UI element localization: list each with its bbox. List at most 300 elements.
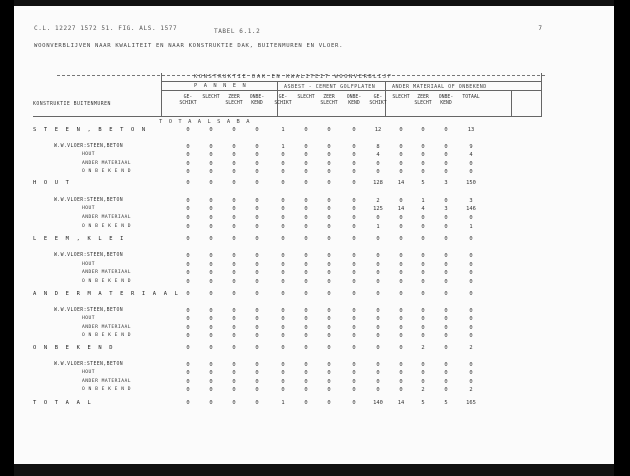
table-cell: 0 — [399, 215, 403, 221]
row-label: ANDER MATERIAAL — [82, 161, 131, 166]
table-cell: 0 — [376, 325, 380, 331]
table-cell: 0 — [352, 206, 356, 212]
table-cell: 0 — [421, 379, 425, 385]
table-cell: 0 — [444, 144, 448, 150]
table-cell: 0 — [232, 236, 236, 242]
table-cell: 0 — [209, 270, 213, 276]
table-cell: 0 — [232, 316, 236, 322]
table-cell: 0 — [327, 224, 331, 230]
table-cell: 0 — [469, 215, 473, 221]
table-cell: 0 — [376, 333, 380, 339]
row-label: W.W.VLOER:STEEN,BETON — [54, 198, 124, 203]
table-cell: 0 — [352, 316, 356, 322]
table-cell: 0 — [186, 152, 190, 158]
table-cell: 0 — [281, 236, 285, 242]
table-cell: 0 — [255, 362, 259, 368]
table-cell: 0 — [186, 262, 190, 268]
table-cell: 4 — [376, 152, 380, 158]
table-cell: 14 — [397, 206, 405, 212]
table-cell: 0 — [304, 215, 308, 221]
table-cell: 0 — [352, 161, 356, 167]
table-cell: 140 — [373, 400, 383, 406]
table-cell: 0 — [304, 236, 308, 242]
table-cell: 0 — [327, 152, 331, 158]
scan-border-left — [0, 0, 14, 476]
table-cell: 0 — [352, 152, 356, 158]
table-cell: 0 — [186, 316, 190, 322]
table-cell: 0 — [399, 127, 403, 133]
table-cell: 0 — [281, 270, 285, 276]
table-cell: 0 — [421, 325, 425, 331]
table-cell: 0 — [232, 206, 236, 212]
row-label: O N B E K E N D — [82, 333, 131, 338]
table-cell: 0 — [421, 127, 425, 133]
header-rule-span — [161, 81, 541, 82]
row-label: ANDER MATERIAAL — [82, 270, 131, 275]
table-cell: 0 — [232, 262, 236, 268]
column-header: ZEER SLECHT — [320, 95, 338, 106]
table-cell: 0 — [232, 308, 236, 314]
table-cell: 0 — [469, 236, 473, 242]
table-cell: 0 — [304, 308, 308, 314]
table-cell: 0 — [352, 333, 356, 339]
table-cell: 0 — [327, 206, 331, 212]
table-cell: 14 — [397, 180, 405, 186]
table-cell: 12 — [374, 127, 382, 133]
column-header: GE- SCHIKT — [369, 95, 387, 106]
table-cell: 0 — [186, 362, 190, 368]
table-cell: 0 — [255, 224, 259, 230]
table-cell: 2 — [421, 387, 425, 393]
table-cell: 0 — [304, 362, 308, 368]
column-header: ONBE- KEND — [346, 95, 362, 106]
table-cell: 0 — [255, 345, 259, 351]
row-label: O N B E K E N D — [82, 224, 131, 229]
table-cell: 0 — [209, 387, 213, 393]
row-label: HOUT — [82, 316, 96, 321]
table-cell: 0 — [209, 169, 213, 175]
table-cell: 0 — [255, 198, 259, 204]
table-cell: 0 — [232, 144, 236, 150]
table-cell: 0 — [352, 308, 356, 314]
group-header-ander: ANDER MATERIAAL OF ONBEKEND — [392, 84, 487, 90]
row-label: HOUT — [82, 262, 96, 267]
table-cell: 0 — [376, 291, 380, 297]
table-cell: 0 — [186, 180, 190, 186]
table-cell: 0 — [469, 333, 473, 339]
table-cell: 0 — [352, 379, 356, 385]
table-cell: 0 — [304, 270, 308, 276]
table-cell: 0 — [327, 291, 331, 297]
table-cell: 0 — [444, 345, 448, 351]
table-cell: 0 — [327, 236, 331, 242]
table-cell: 0 — [186, 224, 190, 230]
table-cell: 0 — [232, 291, 236, 297]
row-label: A N D E R M A T E R I A A L — [33, 291, 181, 297]
table-cell: 0 — [186, 400, 190, 406]
table-cell: 0 — [209, 253, 213, 259]
row-label: W.W.VLOER:STEEN,BETON — [54, 362, 124, 367]
table-cell: 0 — [209, 152, 213, 158]
body-left-rule — [33, 116, 161, 117]
table-cell: 0 — [186, 270, 190, 276]
table-cell: 0 — [444, 333, 448, 339]
table-cell: 0 — [186, 206, 190, 212]
row-label: O N B E K E N D — [82, 387, 131, 392]
table-cell: 0 — [376, 370, 380, 376]
table-cell: 0 — [304, 224, 308, 230]
table-cell: 0 — [304, 387, 308, 393]
corner-label: KONSTRUKTIE BUITENMUREN — [33, 102, 111, 107]
column-header: SLECHT — [202, 95, 220, 100]
row-label: S T E E N , B E T O N — [33, 127, 148, 133]
table-cell: 5 — [421, 400, 425, 406]
table-cell: 0 — [327, 262, 331, 268]
row-label: W.W.VLOER:STEEN,BETON — [54, 308, 124, 313]
table-cell: 0 — [469, 253, 473, 259]
table-cell: 0 — [376, 253, 380, 259]
table-cell: 0 — [421, 291, 425, 297]
table-cell: 0 — [186, 325, 190, 331]
table-cell: 0 — [399, 236, 403, 242]
table-cell: 0 — [421, 279, 425, 285]
table-cell: 0 — [304, 180, 308, 186]
table-cell: 0 — [352, 362, 356, 368]
table-cell: 0 — [327, 345, 331, 351]
table-cell: 2 — [421, 345, 425, 351]
table-cell: 0 — [255, 253, 259, 259]
table-cell: 0 — [209, 325, 213, 331]
table-cell: 0 — [209, 400, 213, 406]
table-cell: 0 — [255, 144, 259, 150]
table-cell: 0 — [186, 333, 190, 339]
table-cell: 0 — [304, 206, 308, 212]
table-cell: 0 — [327, 400, 331, 406]
table-cell: 0 — [399, 224, 403, 230]
table-subtitle: WOONVERBLIJVEN NAAR KWALITEIT EN NAAR KONSTRUKTIE DAK, BUITENMUREN EN VLOER. — [34, 43, 344, 49]
table-cell: 0 — [376, 279, 380, 285]
table-cell: 0 — [255, 262, 259, 268]
table-cell: 0 — [186, 144, 190, 150]
table-cell: 165 — [466, 400, 476, 406]
row-label: L E E M , K L E I — [33, 236, 126, 242]
table-cell: 0 — [209, 144, 213, 150]
table-cell: 0 — [304, 345, 308, 351]
table-cell: 0 — [399, 308, 403, 314]
table-cell: 0 — [304, 291, 308, 297]
table-cell: 0 — [444, 161, 448, 167]
table-cell: 0 — [209, 127, 213, 133]
table-cell: 0 — [186, 127, 190, 133]
table-cell: 9 — [469, 144, 473, 150]
table-cell: 0 — [232, 215, 236, 221]
table-cell: 0 — [399, 144, 403, 150]
table-cell: 0 — [421, 161, 425, 167]
row-label: ANDER MATERIAAL — [82, 215, 131, 220]
table-cell: 0 — [186, 308, 190, 314]
table-cell: 0 — [255, 270, 259, 276]
table-cell: 0 — [255, 206, 259, 212]
table-cell: 0 — [304, 253, 308, 259]
table-cell: 0 — [304, 316, 308, 322]
table-cell: 0 — [232, 270, 236, 276]
table-cell: 0 — [444, 279, 448, 285]
table-cell: 8 — [376, 144, 380, 150]
table-cell: 0 — [352, 198, 356, 204]
table-cell: 0 — [281, 345, 285, 351]
table-cell: 0 — [186, 253, 190, 259]
table-cell: 0 — [444, 387, 448, 393]
table-cell: 0 — [304, 325, 308, 331]
row-label: W.W.VLOER:STEEN,BETON — [54, 253, 124, 258]
table-cell: 0 — [376, 316, 380, 322]
table-cell: 0 — [209, 180, 213, 186]
table-cell: 0 — [399, 262, 403, 268]
table-cell: 0 — [186, 236, 190, 242]
table-cell: 0 — [352, 325, 356, 331]
table-cell: 0 — [281, 279, 285, 285]
table-cell: 0 — [186, 215, 190, 221]
page-number: 7 — [538, 25, 542, 32]
table-cell: 0 — [255, 370, 259, 376]
table-cell: 0 — [352, 180, 356, 186]
table-cell: 0 — [327, 127, 331, 133]
row-label: HOUT — [82, 370, 96, 375]
table-cell: 0 — [186, 387, 190, 393]
table-cell: 0 — [186, 161, 190, 167]
header-code-line: C.L. 12227 1572 51. FIG. ALS. 1577 — [34, 25, 178, 32]
table-cell: 0 — [444, 270, 448, 276]
table-cell: 0 — [209, 379, 213, 385]
table-cell: 0 — [352, 387, 356, 393]
table-cell: 0 — [352, 253, 356, 259]
table-cell: 0 — [399, 370, 403, 376]
table-cell: 0 — [444, 316, 448, 322]
table-cell: 0 — [444, 308, 448, 314]
row-label: W.W.VLOER:STEEN,BETON — [54, 144, 124, 149]
table-cell: 1 — [469, 224, 473, 230]
table-cell: 0 — [444, 291, 448, 297]
table-cell: 0 — [232, 152, 236, 158]
table-cell: 0 — [327, 362, 331, 368]
table-cell: 0 — [352, 215, 356, 221]
table-cell: 0 — [255, 180, 259, 186]
table-cell: 0 — [421, 169, 425, 175]
table-cell: 0 — [444, 224, 448, 230]
table-cell: 0 — [327, 387, 331, 393]
table-cell: 0 — [399, 345, 403, 351]
table-cell: 0 — [469, 379, 473, 385]
table-cell: 0 — [232, 198, 236, 204]
table-cell: 0 — [469, 291, 473, 297]
table-cell: 0 — [444, 370, 448, 376]
table-cell: 0 — [281, 316, 285, 322]
table-cell: 0 — [209, 362, 213, 368]
table-cell: 0 — [281, 152, 285, 158]
table-cell: 0 — [281, 161, 285, 167]
table-cell: 0 — [376, 270, 380, 276]
table-cell: 1 — [281, 144, 285, 150]
table-cell: 0 — [255, 333, 259, 339]
table-cell: 0 — [444, 253, 448, 259]
table-cell: 0 — [209, 345, 213, 351]
table-cell: 0 — [376, 345, 380, 351]
scan-border-right — [614, 0, 630, 476]
table-cell: 0 — [232, 333, 236, 339]
table-cell: 0 — [209, 333, 213, 339]
table-cell: 0 — [255, 169, 259, 175]
table-cell: 3 — [444, 180, 448, 186]
table-cell: 4 — [421, 206, 425, 212]
table-cell: 0 — [232, 279, 236, 285]
table-cell: 0 — [352, 127, 356, 133]
table-cell: 0 — [186, 379, 190, 385]
table-cell: 0 — [469, 325, 473, 331]
table-cell: 0 — [255, 379, 259, 385]
group-header-asbest: ASBEST - CEMENT GOLFPLATEN — [284, 84, 376, 90]
table-cell: 0 — [327, 370, 331, 376]
table-cell: 0 — [376, 262, 380, 268]
table-cell: 0 — [232, 370, 236, 376]
row-label: HOUT — [82, 152, 96, 157]
table-cell: 0 — [281, 224, 285, 230]
table-cell: 0 — [304, 169, 308, 175]
table-cell: 0 — [352, 345, 356, 351]
table-cell: 0 — [399, 291, 403, 297]
table-cell: 0 — [376, 215, 380, 221]
row-label: O N B E K E N D — [82, 169, 131, 174]
table-cell: 0 — [399, 362, 403, 368]
table-cell: 0 — [399, 253, 403, 259]
table-cell: 125 — [373, 206, 383, 212]
table-cell: 0 — [352, 169, 356, 175]
table-cell: 0 — [376, 387, 380, 393]
header-left-border — [161, 73, 162, 117]
table-cell: 0 — [304, 400, 308, 406]
table-cell: 0 — [399, 279, 403, 285]
table-cell: 0 — [352, 370, 356, 376]
table-cell: 0 — [421, 236, 425, 242]
table-cell: 0 — [399, 161, 403, 167]
table-cell: 0 — [281, 379, 285, 385]
table-cell: 0 — [444, 198, 448, 204]
table-cell: 0 — [352, 291, 356, 297]
table-cell: 0 — [444, 169, 448, 175]
table-cell: 0 — [444, 325, 448, 331]
header-rule-groups — [161, 90, 541, 91]
table-cell: 0 — [421, 215, 425, 221]
group-divider-3 — [511, 90, 512, 116]
table-cell: 0 — [304, 198, 308, 204]
table-cell: 0 — [209, 262, 213, 268]
table-cell: 0 — [255, 161, 259, 167]
table-cell: 0 — [421, 152, 425, 158]
table-cell: 0 — [469, 370, 473, 376]
table-cell: 2 — [469, 387, 473, 393]
table-cell: 0 — [327, 169, 331, 175]
column-header: TOTAAL — [462, 95, 480, 100]
table-cell: 0 — [281, 333, 285, 339]
table-cell: 0 — [232, 161, 236, 167]
table-cell: 0 — [352, 279, 356, 285]
row-label: H O U T — [33, 180, 72, 186]
column-header: ZEER SLECHT — [225, 95, 243, 106]
table-cell: 0 — [304, 379, 308, 385]
table-cell: 0 — [255, 291, 259, 297]
table-cell: 0 — [469, 169, 473, 175]
table-cell: 0 — [209, 206, 213, 212]
table-cell: 0 — [327, 333, 331, 339]
table-cell: 0 — [255, 236, 259, 242]
span-header: KONSTRUKTIE DAK EN KWALITEIT WOONVERBLIJF — [194, 74, 393, 80]
table-cell: 146 — [466, 206, 476, 212]
table-cell: 3 — [469, 198, 473, 204]
table-cell: 0 — [444, 152, 448, 158]
table-cell: 0 — [255, 152, 259, 158]
table-cell: 128 — [373, 180, 383, 186]
table-cell: 0 — [421, 253, 425, 259]
table-cell: 0 — [232, 127, 236, 133]
table-cell: 0 — [327, 198, 331, 204]
row-label: HOUT — [82, 206, 96, 211]
table-cell: 0 — [304, 370, 308, 376]
table-cell: 0 — [421, 362, 425, 368]
table-cell: 14 — [397, 400, 405, 406]
table-cell: 0 — [281, 253, 285, 259]
table-cell: 0 — [255, 387, 259, 393]
table-cell: 0 — [376, 308, 380, 314]
table-cell: 0 — [186, 370, 190, 376]
table-cell: 5 — [421, 180, 425, 186]
table-cell: 0 — [444, 379, 448, 385]
table-cell: 0 — [209, 279, 213, 285]
table-cell: 0 — [444, 262, 448, 268]
table-cell: 0 — [399, 270, 403, 276]
table-cell: 0 — [327, 161, 331, 167]
table-cell: 0 — [255, 400, 259, 406]
table-cell: 0 — [421, 333, 425, 339]
table-cell: 0 — [327, 379, 331, 385]
table-cell: 0 — [421, 224, 425, 230]
table-cell: 0 — [209, 161, 213, 167]
table-cell: 0 — [281, 291, 285, 297]
table-cell: 0 — [209, 316, 213, 322]
table-cell: 0 — [209, 224, 213, 230]
row-label: ANDER MATERIAAL — [82, 325, 131, 330]
table-cell: 0 — [281, 262, 285, 268]
column-header: ONBE- KEND — [438, 95, 454, 106]
table-cell: 0 — [352, 262, 356, 268]
table-cell: 0 — [421, 262, 425, 268]
row-label: O N B E K E N D — [33, 345, 115, 351]
table-cell: 0 — [281, 362, 285, 368]
table-cell: 0 — [376, 161, 380, 167]
table-cell: 0 — [281, 215, 285, 221]
table-cell: 0 — [255, 308, 259, 314]
table-cell: 1 — [281, 400, 285, 406]
table-cell: 13 — [467, 127, 475, 133]
column-header: ZEER SLECHT — [414, 95, 432, 106]
table-cell: 0 — [232, 387, 236, 393]
table-cell: 0 — [352, 400, 356, 406]
table-cell: 0 — [327, 144, 331, 150]
table-cell: 0 — [255, 215, 259, 221]
table-cell: 0 — [421, 308, 425, 314]
group-header-pannen: P A N N E N — [194, 83, 248, 89]
table-cell: 0 — [209, 198, 213, 204]
table-cell: 0 — [281, 308, 285, 314]
table-cell: 0 — [232, 224, 236, 230]
